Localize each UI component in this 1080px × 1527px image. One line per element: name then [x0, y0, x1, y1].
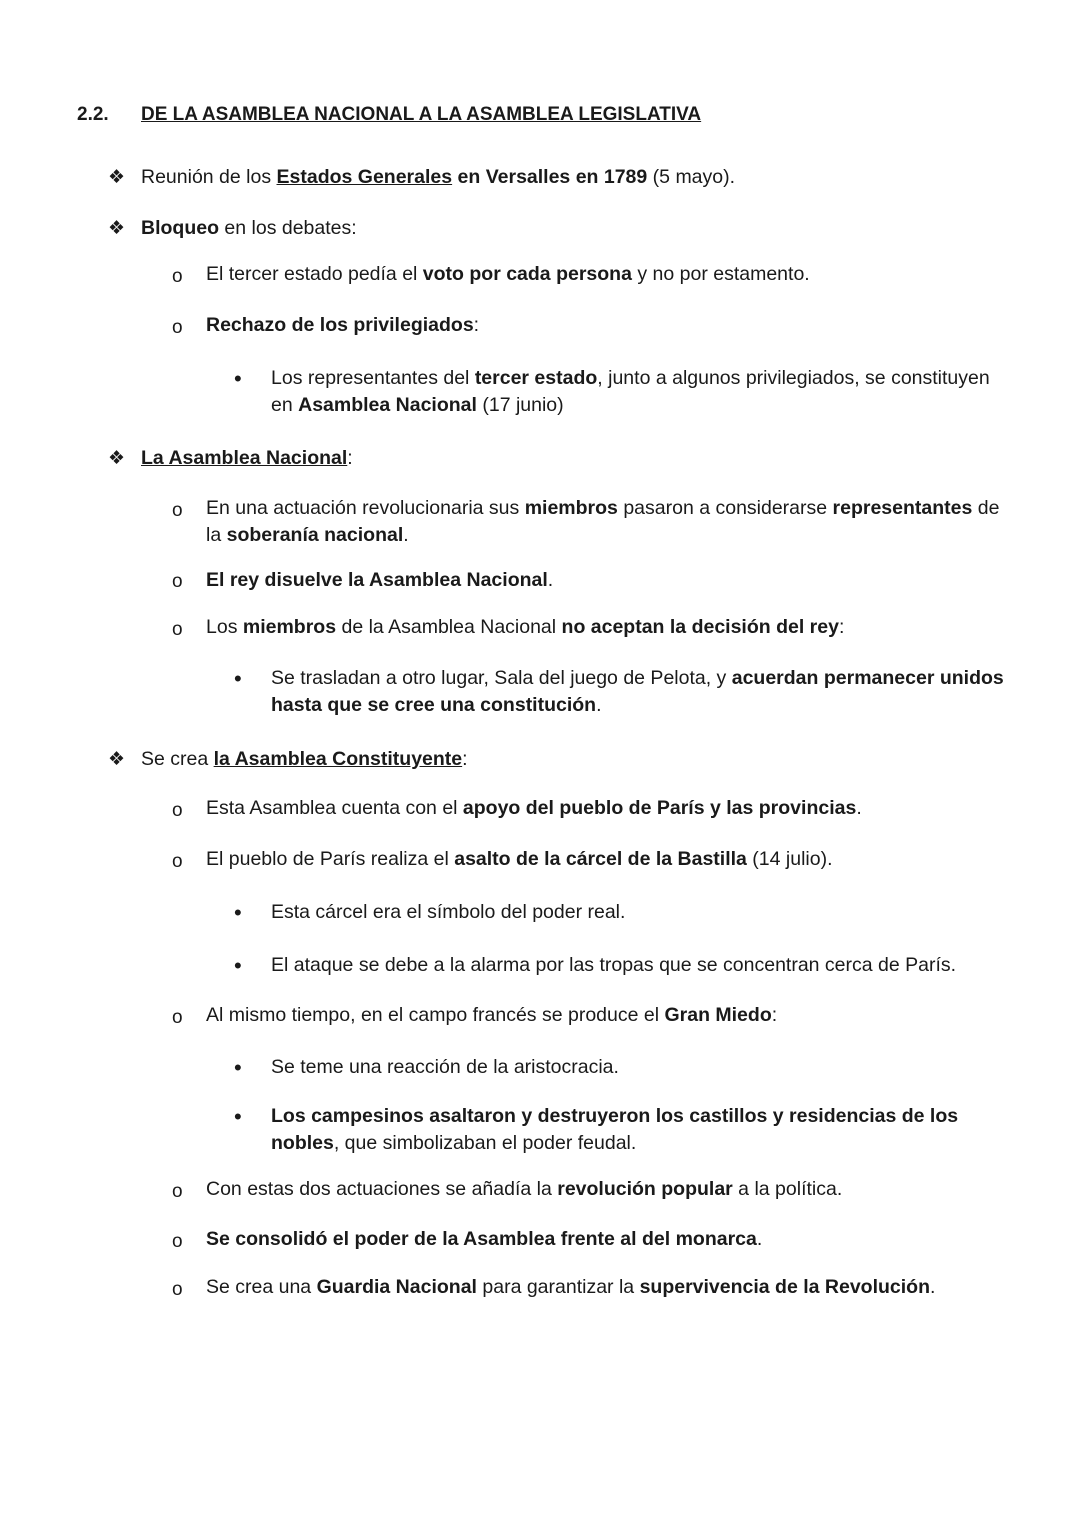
- circle-bullet-icon: o: [172, 500, 183, 521]
- circle-bullet-icon: o: [172, 1279, 183, 1300]
- section-number: 2.2.: [77, 104, 109, 125]
- circle-bullet-icon: o: [172, 800, 183, 821]
- sub-bullet-actuacion: En una actuación revolucionaria sus miembros pasaron a considerarse representantes de la soberanía nacional.: [206, 497, 1000, 546]
- section-title: DE LA ASAMBLEA NACIONAL A LA ASAMBLEA LEGISLATIVA: [141, 104, 702, 125]
- bullet-asamblea-nacional: La Asamblea Nacional:: [141, 447, 353, 469]
- circle-bullet-icon: o: [172, 1007, 183, 1028]
- bullet-bloqueo: Bloqueo en los debates:: [141, 217, 357, 239]
- sub-bullet-actuaciones: Con estas dos actuaciones se añadía la revolución popular a la política.: [206, 1178, 843, 1200]
- circle-bullet-icon: o: [172, 266, 183, 287]
- bullet-constituyente: Se crea la Asamblea Constituyente:: [141, 748, 468, 770]
- diamond-bullet-icon: ❖: [108, 448, 126, 469]
- item-simbolo: Esta cárcel era el símbolo del poder real.: [271, 901, 626, 923]
- dot-bullet-icon: •: [234, 900, 242, 925]
- circle-bullet-icon: o: [172, 1181, 183, 1202]
- diamond-bullet-icon: ❖: [108, 749, 126, 770]
- section-heading: [77, 104, 701, 126]
- circle-bullet-icon: o: [172, 619, 183, 640]
- sub-bullet-guardia: Se crea una Guardia Nacional para garantizar la supervivencia de la Revolución.: [206, 1276, 936, 1298]
- dot-bullet-icon: •: [234, 366, 242, 391]
- sub-bullet-consolido: Se consolidó el poder de la Asamblea frente al del monarca.: [206, 1228, 763, 1250]
- diamond-bullet-icon: ❖: [108, 167, 126, 188]
- sub-bullet-no-aceptan: Los miembros de la Asamblea Nacional no aceptan la decisión del rey:: [206, 616, 845, 638]
- bullet-reunion: Reunión de los Estados Generales en Versalles en 1789 (5 mayo).: [141, 166, 736, 188]
- circle-bullet-icon: o: [172, 317, 183, 338]
- circle-bullet-icon: o: [172, 571, 183, 592]
- item-campesinos: Los campesinos asaltaron y destruyeron los castillos y residencias de los nobles, que simbolizaban el poder feudal.: [271, 1105, 959, 1154]
- dot-bullet-icon: •: [234, 1055, 242, 1080]
- item-trasladan: Se trasladan a otro lugar, Sala del juego de Pelota, y acuerdan permanecer unidos hasta que se cree una constitución.: [271, 667, 1004, 716]
- diamond-bullet-icon: ❖: [108, 218, 126, 239]
- dot-bullet-icon: •: [234, 1104, 242, 1129]
- sub-bullet-asalto: El pueblo de París realiza el asalto de la cárcel de la Bastilla (14 julio).: [206, 848, 833, 870]
- sub-bullet-apoyo: Esta Asamblea cuenta con el apoyo del pueblo de París y las provincias.: [206, 797, 862, 819]
- sub-bullet-gran-miedo: Al mismo tiempo, en el campo francés se produce el Gran Miedo:: [206, 1004, 778, 1026]
- sub-bullet-disuelve: El rey disuelve la Asamblea Nacional.: [206, 569, 554, 591]
- dot-bullet-icon: •: [234, 666, 242, 691]
- circle-bullet-icon: o: [172, 851, 183, 872]
- item-representantes: Los representantes del tercer estado, junto a algunos privilegiados, se constituyen en Asamblea Nacional (17 junio): [271, 367, 990, 416]
- circle-bullet-icon: o: [172, 1231, 183, 1252]
- item-teme: Se teme una reacción de la aristocracia.: [271, 1056, 619, 1078]
- dot-bullet-icon: •: [234, 953, 242, 978]
- sub-bullet-tercer-estado: El tercer estado pedía el voto por cada persona y no por estamento.: [206, 263, 810, 285]
- item-ataque: El ataque se debe a la alarma por las tropas que se concentran cerca de París.: [271, 954, 957, 976]
- sub-bullet-rechazo: Rechazo de los privilegiados:: [206, 314, 480, 336]
